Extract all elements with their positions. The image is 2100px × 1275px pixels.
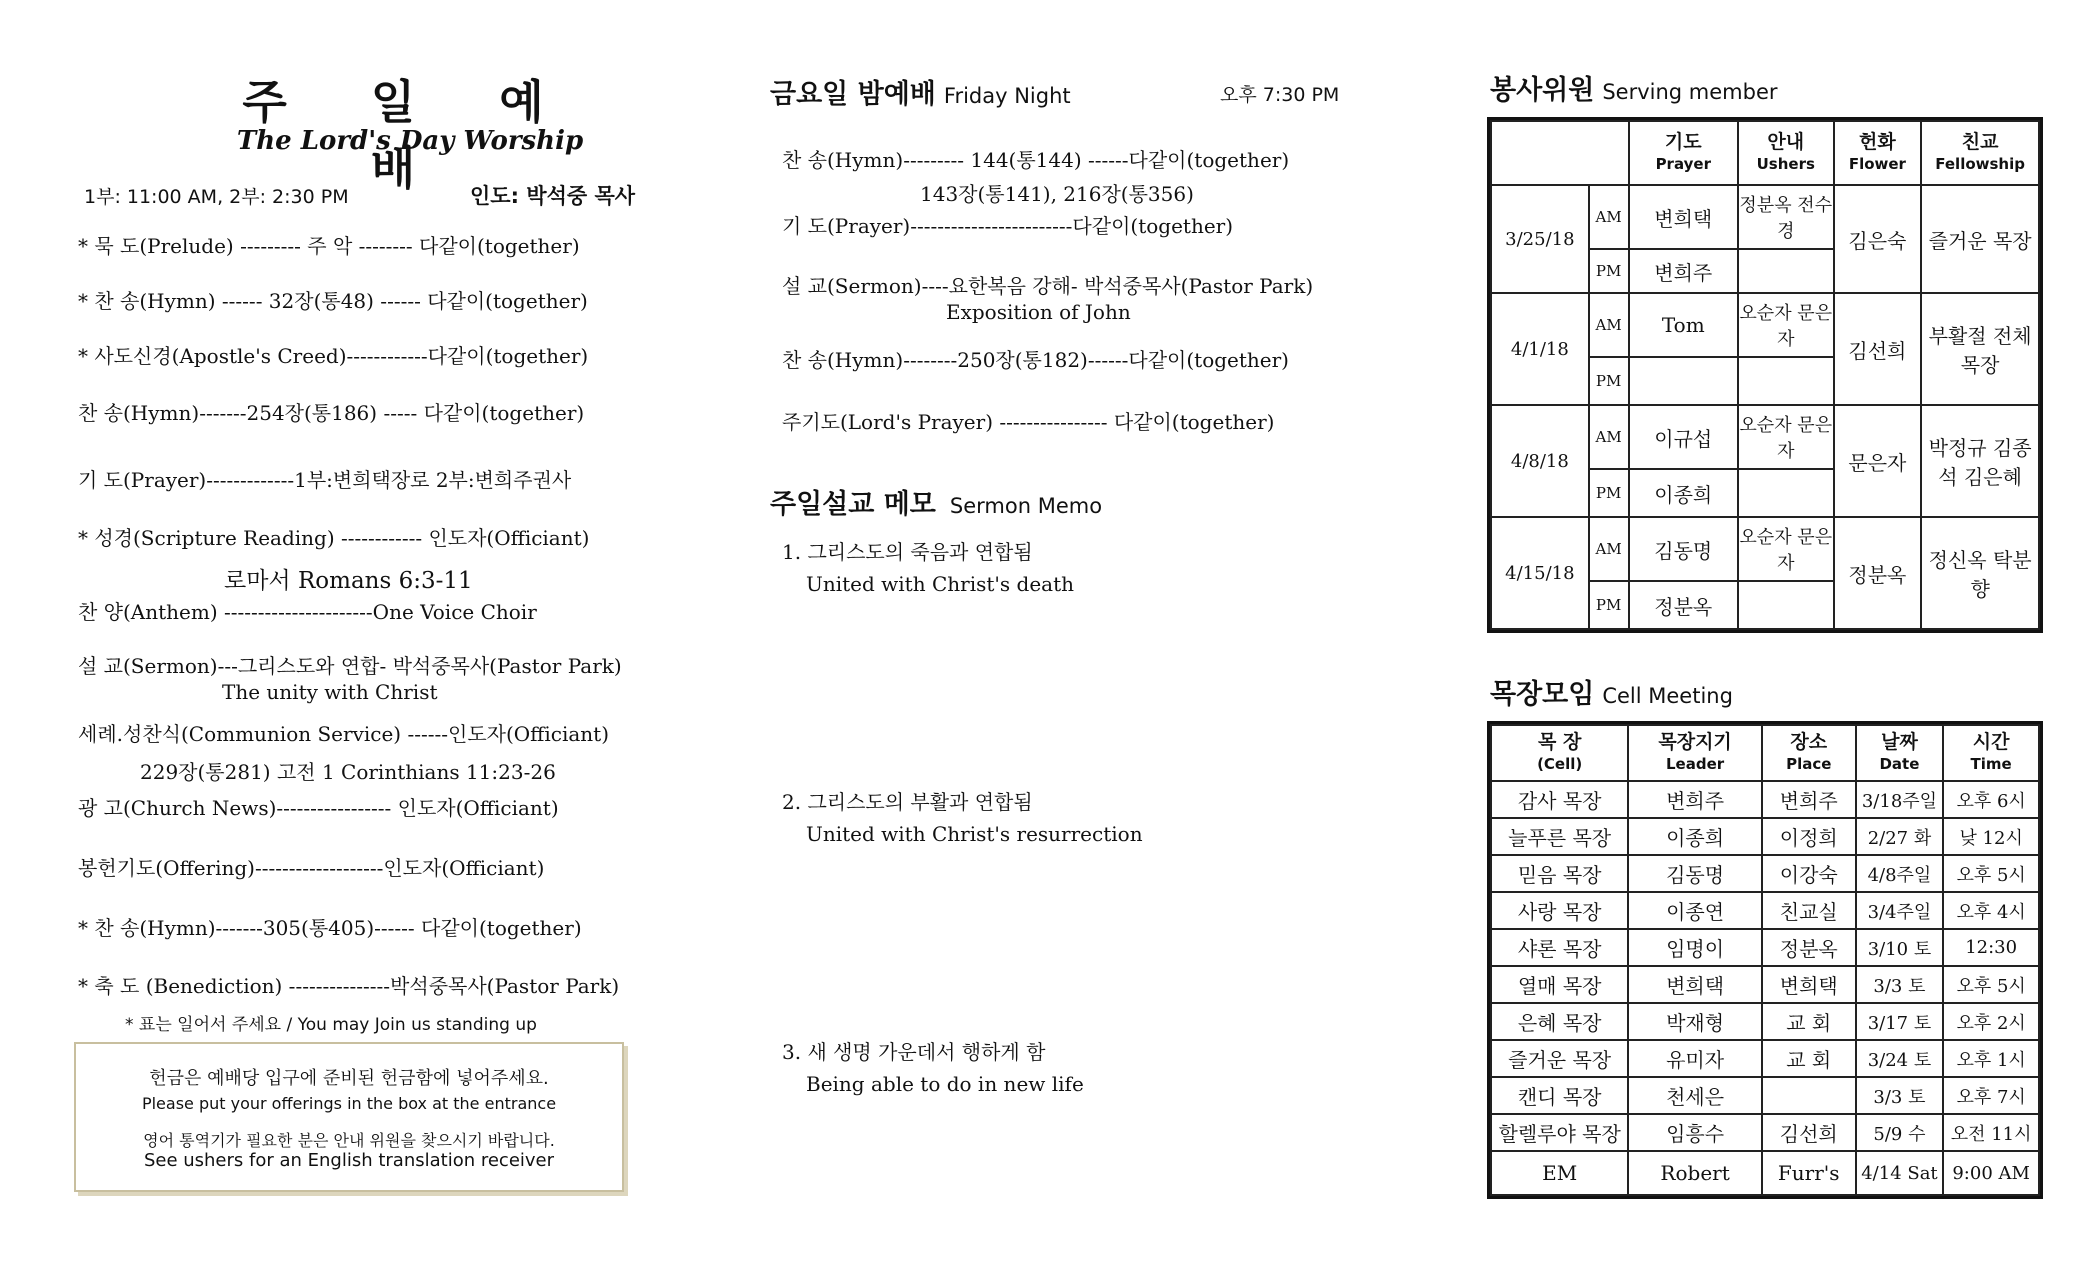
cell-time: 9:00 AM [1943, 1151, 2039, 1195]
cell-leader: Robert [1628, 1151, 1762, 1195]
cell-time: 오전 11시 [1943, 1114, 2039, 1151]
cell-time: 오후 6시 [1943, 781, 2039, 818]
fellowship: 즐거운 목장 [1921, 185, 2039, 293]
am-prayer: 김동명 [1629, 517, 1738, 581]
table-row [1491, 185, 2039, 249]
cell-name: 즐거운 목장 [1491, 1040, 1628, 1077]
cell-place: 친교실 [1762, 892, 1856, 929]
service-times: 1부: 11:00 AM, 2부: 2:30 PM [84, 186, 349, 208]
order-item: 찬 송(Hymn)-------254장(통186) ----- 다같이(together) [78, 401, 585, 425]
service-leader: 인도: 박석중 목사 [470, 184, 636, 208]
cell-time: 오후 5시 [1943, 855, 2039, 892]
cell-date: 3/24 토 [1856, 1040, 1944, 1077]
cell-name: EM [1491, 1151, 1628, 1195]
cell-name: 샤론 목장 [1491, 929, 1628, 966]
cell-time: 낮 12시 [1943, 818, 2039, 855]
cell-place: 이강숙 [1762, 855, 1856, 892]
order-item: * 축 도 (Benediction) ---------------박석중목사(Pastor Park) [78, 974, 620, 998]
friday-title-en: Friday Night [943, 84, 1071, 108]
table-row [1491, 966, 2039, 1003]
pm-label: PM [1589, 581, 1629, 629]
memo-heading [770, 482, 1102, 521]
cell-leader: 변희택 [1628, 966, 1762, 1003]
serving-table [1490, 120, 2040, 630]
cell-heading [1490, 672, 1733, 711]
header-time: 시간 Time [1943, 725, 2039, 781]
am-ushers: 오순자 문은자 [1738, 517, 1834, 581]
service-date: 4/1/18 [1491, 293, 1589, 405]
cell-time: 오후 2시 [1943, 1003, 2039, 1040]
cell-leader: 박재형 [1628, 1003, 1762, 1040]
worship-title: 주 일 예 배 [242, 75, 578, 195]
pm-label: PM [1589, 469, 1629, 517]
cell-name: 캔디 목장 [1491, 1077, 1628, 1114]
table-row [1491, 855, 2039, 892]
cell-place: 변희주 [1762, 781, 1856, 818]
table-row [1491, 1114, 2039, 1151]
order-item: * 묵 도(Prelude) --------- 주 악 -------- 다같이(together) [78, 234, 580, 258]
cell-date: 3/4주일 [1856, 892, 1944, 929]
pm-ushers [1738, 357, 1834, 405]
friday-time: 오후 7:30 PM [1220, 84, 1340, 106]
cell-time: 오후 4시 [1943, 892, 2039, 929]
cell-place: Furr's [1762, 1151, 1856, 1195]
table-row [1491, 929, 2039, 966]
cell-place: 김선희 [1762, 1114, 1856, 1151]
am-ushers: 오순자 문은자 [1738, 405, 1834, 469]
friday-item: 찬 송(Hymn)--------250장(통182)------다같이(together) [782, 348, 1289, 372]
service-date: 4/15/18 [1491, 517, 1589, 629]
cell-place [1762, 1077, 1856, 1114]
worship-subtitle: The Lord's Day Worship [236, 126, 584, 156]
order-item: 세례.성찬식(Communion Service) ------인도자(Officiant) [78, 722, 610, 746]
order-item: 봉헌기도(Offering)-------------------인도자(Officiant) [78, 856, 545, 880]
service-date: 3/25/18 [1491, 185, 1589, 293]
table-row [1491, 405, 2039, 469]
cell-time: 오후 5시 [1943, 966, 2039, 1003]
flower: 정분옥 [1834, 517, 1922, 629]
cell-name: 믿음 목장 [1491, 855, 1628, 892]
cell-date: 3/3 토 [1856, 1077, 1944, 1114]
scripture-reference: 로마서 Romans 6:3-11 [224, 568, 473, 594]
cell-place: 교 회 [1762, 1040, 1856, 1077]
cell-place: 이정희 [1762, 818, 1856, 855]
cell-title-en: Cell Meeting [1602, 684, 1733, 708]
cell-header-row [1491, 725, 2039, 781]
pm-ushers [1738, 249, 1834, 293]
table-row [1491, 1003, 2039, 1040]
cell-leader: 이종희 [1628, 818, 1762, 855]
cell-time: 오후 7시 [1943, 1077, 2039, 1114]
pm-ushers [1738, 469, 1834, 517]
cell-leader: 김동명 [1628, 855, 1762, 892]
order-item: * 찬 송(Hymn) ------ 32장(통48) ------ 다같이(together) [78, 289, 588, 313]
sermon-english-title: The unity with Christ [222, 680, 438, 704]
cell-leader: 임흥수 [1628, 1114, 1762, 1151]
pm-ushers [1738, 581, 1834, 629]
cell-leader: 이종연 [1628, 892, 1762, 929]
cell-date: 3/18주일 [1856, 781, 1944, 818]
header-ushers: 안내 Ushers [1738, 121, 1834, 185]
pm-prayer [1629, 357, 1738, 405]
serving-heading [1490, 68, 1778, 107]
cell-name: 열매 목장 [1491, 966, 1628, 1003]
cell-place: 교 회 [1762, 1003, 1856, 1040]
serving-title-ko: 봉사위원 [1490, 75, 1595, 106]
table-row [1491, 517, 2039, 581]
cell-date: 5/9 수 [1856, 1114, 1944, 1151]
header-cell: 목 장 (Cell) [1491, 725, 1628, 781]
cell-date: 3/17 토 [1856, 1003, 1944, 1040]
memo-point-en: Being able to do in new life [806, 1072, 1084, 1096]
pm-prayer: 정분옥 [1629, 581, 1738, 629]
cell-leader: 임명이 [1628, 929, 1762, 966]
serving-title-en: Serving member [1602, 80, 1778, 104]
header-date: 날짜 Date [1856, 725, 1944, 781]
cell-name: 사랑 목장 [1491, 892, 1628, 929]
header-prayer: 기도 Prayer [1629, 121, 1738, 185]
cell-time: 12:30 [1943, 929, 2039, 966]
table-row [1491, 1040, 2039, 1077]
cell-name: 은혜 목장 [1491, 1003, 1628, 1040]
cell-place: 정분옥 [1762, 929, 1856, 966]
table-row [1491, 818, 2039, 855]
cell-leader: 유미자 [1628, 1040, 1762, 1077]
memo-point-en: United with Christ's death [806, 572, 1074, 596]
memo-point-ko: 2. 그리스도의 부활과 연합됨 [782, 790, 1033, 814]
table-row [1491, 781, 2039, 818]
am-prayer: Tom [1629, 293, 1738, 357]
memo-title-ko: 주일설교 메모 [770, 489, 936, 520]
cell-meeting-table [1490, 724, 2040, 1196]
fellowship: 부활절 전체목장 [1921, 293, 2039, 405]
offering-notice-ko: 헌금은 예배당 입구에 준비된 헌금함에 넣어주세요. [149, 1068, 549, 1089]
cell-place: 변희택 [1762, 966, 1856, 1003]
table-row [1491, 293, 2039, 357]
order-item: 광 고(Church News)----------------- 인도자(Officiant) [78, 796, 559, 820]
cell-date: 3/3 토 [1856, 966, 1944, 1003]
order-item: * 성경(Scripture Reading) ------------ 인도자(Officiant) [78, 526, 590, 550]
cell-name: 할렐루야 목장 [1491, 1114, 1628, 1151]
flower: 김선희 [1834, 293, 1922, 405]
friday-item: 기 도(Prayer)------------------------다같이(together) [782, 214, 1234, 238]
friday-heading [770, 72, 1071, 111]
header-fellowship: 친교 Fellowship [1921, 121, 2039, 185]
flower: 김은숙 [1834, 185, 1922, 293]
cell-date: 3/10 토 [1856, 929, 1944, 966]
order-item: 찬 양(Anthem) ----------------------One Voice Choir [78, 600, 537, 624]
table-row [1491, 1077, 2039, 1114]
cell-leader: 천세은 [1628, 1077, 1762, 1114]
order-item: * 사도신경(Apostle's Creed)------------다같이(together) [78, 344, 589, 368]
am-label: AM [1589, 405, 1629, 469]
cell-name: 늘푸른 목장 [1491, 818, 1628, 855]
offering-notice-en: Please put your offerings in the box at the entrance [141, 1094, 557, 1113]
cell-name: 감사 목장 [1491, 781, 1628, 818]
header-place: 장소 Place [1762, 725, 1856, 781]
table-row [1491, 892, 2039, 929]
friday-sermon-english: Exposition of John [946, 300, 1131, 324]
table-row [1491, 1151, 2039, 1195]
header-leader: 목장지기 Leader [1628, 725, 1762, 781]
friday-title-ko: 금요일 밤예배 [770, 79, 936, 110]
cell-date: 4/14 Sat [1856, 1151, 1944, 1195]
am-label: AM [1589, 185, 1629, 249]
memo-point-ko: 3. 새 생명 가운데서 행하게 함 [782, 1040, 1046, 1064]
pm-prayer: 이종희 [1629, 469, 1738, 517]
am-label: AM [1589, 293, 1629, 357]
fellowship: 정신옥 탁분향 [1921, 517, 2039, 629]
am-ushers: 정분옥 전수경 [1738, 185, 1834, 249]
am-ushers: 오순자 문은자 [1738, 293, 1834, 357]
cell-rows [1491, 781, 2039, 1195]
memo-point-ko: 1. 그리스도의 죽음과 연합됨 [782, 540, 1033, 564]
memo-title-en: Sermon Memo [949, 494, 1103, 518]
memo-point-en: United with Christ's resurrection [806, 822, 1143, 846]
cell-title-ko: 목장모임 [1490, 679, 1595, 710]
am-prayer: 변희택 [1629, 185, 1738, 249]
friday-item: 찬 송(Hymn)--------- 144(통144) ------다같이(together) [782, 148, 1290, 172]
translation-notice-ko: 영어 통역기가 필요한 분은 안내 위원을 찾으시기 바랍니다. [143, 1131, 555, 1150]
cell-date: 4/8주일 [1856, 855, 1944, 892]
fellowship: 박정규 김종석 김은혜 [1921, 405, 2039, 517]
communion-reference: 229장(통281) 고전 1 Corinthians 11:23-26 [140, 760, 556, 784]
am-prayer: 이규섭 [1629, 405, 1738, 469]
friday-item: 설 교(Sermon)----요한복음 강해- 박석중목사(Pastor Park) [782, 274, 1314, 298]
pm-prayer: 변희주 [1629, 249, 1738, 293]
offering-notice-box [74, 1042, 624, 1192]
cell-date: 2/27 화 [1856, 818, 1944, 855]
flower: 문은자 [1834, 405, 1922, 517]
pm-label: PM [1589, 249, 1629, 293]
serving-header-row [1491, 121, 2039, 185]
header-flower: 헌화 Flower [1834, 121, 1922, 185]
friday-hymn-numbers: 143장(통141), 216장(통356) [920, 182, 1194, 206]
order-item: 기 도(Prayer)-------------1부:변희택장로 2부:변희주권사 [78, 468, 572, 492]
standing-note: * 표는 일어서 주세요 / You may Join us standing up [125, 1015, 537, 1035]
am-label: AM [1589, 517, 1629, 581]
translation-notice-en: See ushers for an English translation receiver [143, 1150, 555, 1171]
cell-leader: 변희주 [1628, 781, 1762, 818]
order-item: * 찬 송(Hymn)-------305(통405)------ 다같이(together) [78, 916, 582, 940]
order-item: 설 교(Sermon)---그리스도와 연합- 박석중목사(Pastor Park) [78, 654, 622, 678]
pm-label: PM [1589, 357, 1629, 405]
service-date: 4/8/18 [1491, 405, 1589, 517]
friday-item: 주기도(Lord's Prayer) ---------------- 다같이(together) [782, 410, 1275, 434]
cell-time: 오후 1시 [1943, 1040, 2039, 1077]
serving-header-blank [1491, 121, 1629, 185]
